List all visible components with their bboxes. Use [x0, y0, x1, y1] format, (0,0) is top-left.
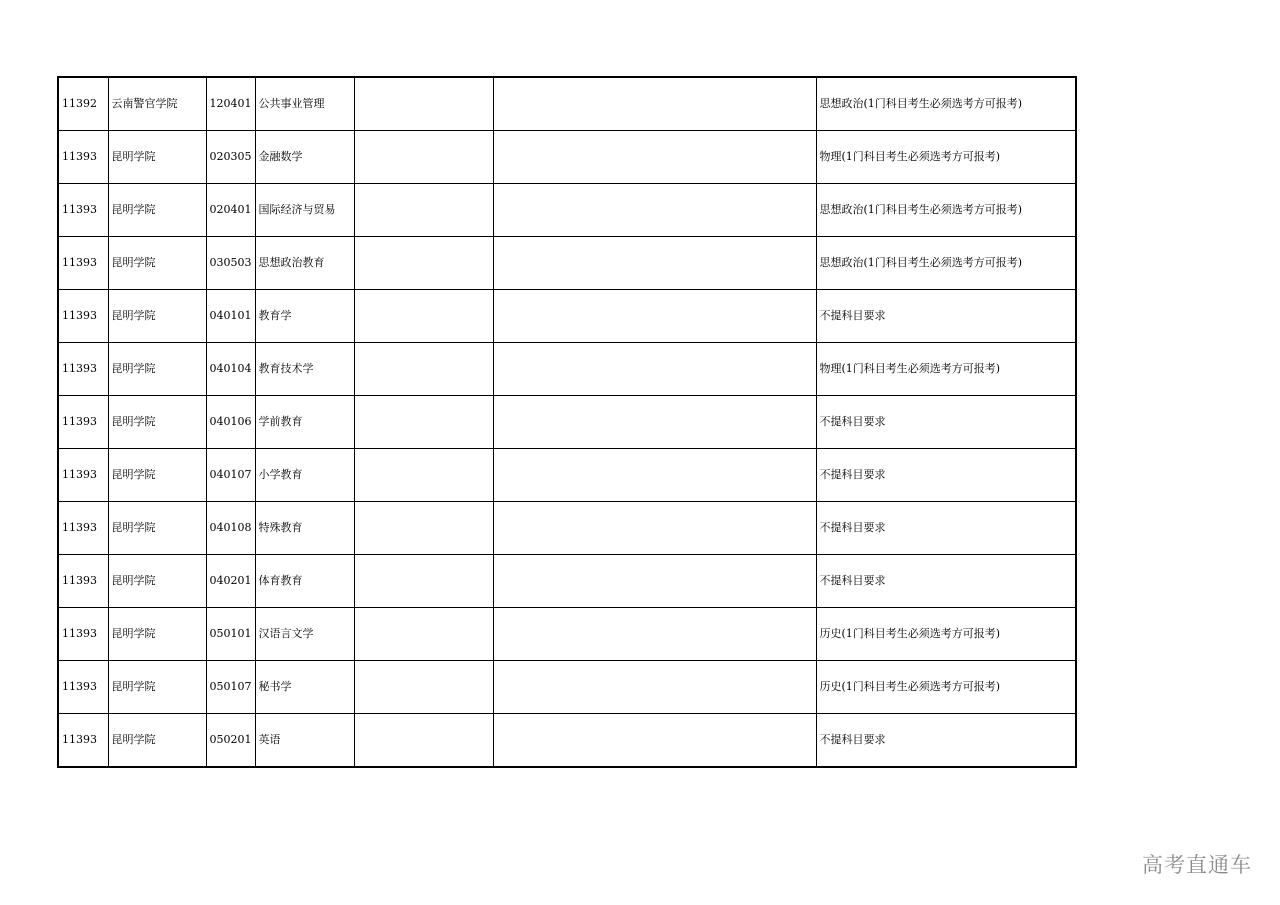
- major-code-cell: 020305: [206, 131, 255, 184]
- blank-cell-6: [493, 608, 816, 661]
- blank-cell-5: [354, 502, 493, 555]
- school-code-cell: 11393: [58, 608, 108, 661]
- subject-requirement-cell: 不提科目要求: [816, 555, 1076, 608]
- school-name-cell: 昆明学院: [108, 449, 206, 502]
- blank-cell-6: [493, 449, 816, 502]
- subject-requirement-cell: 不提科目要求: [816, 502, 1076, 555]
- major-code-cell: 050101: [206, 608, 255, 661]
- subject-requirement-cell: 不提科目要求: [816, 290, 1076, 343]
- major-name-cell: 公共事业管理: [255, 77, 354, 131]
- blank-cell-5: [354, 131, 493, 184]
- table-row: [58, 290, 1076, 343]
- subject-requirement-cell: 不提科目要求: [816, 449, 1076, 502]
- blank-cell-5: [354, 77, 493, 131]
- major-code-cell: 040108: [206, 502, 255, 555]
- school-name-cell: 昆明学院: [108, 343, 206, 396]
- table-row: [58, 608, 1076, 661]
- school-name-cell: 昆明学院: [108, 290, 206, 343]
- blank-cell-5: [354, 184, 493, 237]
- major-code-cell: 020401: [206, 184, 255, 237]
- blank-cell-6: [493, 343, 816, 396]
- school-code-cell: 11393: [58, 661, 108, 714]
- table-row: [58, 184, 1076, 237]
- major-name-cell: 教育技术学: [255, 343, 354, 396]
- watermark-text: 高考直通车: [1142, 853, 1252, 877]
- blank-cell-5: [354, 396, 493, 449]
- school-code-cell: 11393: [58, 343, 108, 396]
- blank-cell-5: [354, 237, 493, 290]
- major-name-cell: 特殊教育: [255, 502, 354, 555]
- blank-cell-5: [354, 555, 493, 608]
- school-code-cell: 11393: [58, 237, 108, 290]
- major-code-cell: 040107: [206, 449, 255, 502]
- school-code-cell: 11393: [58, 184, 108, 237]
- blank-cell-5: [354, 343, 493, 396]
- major-name-cell: 教育学: [255, 290, 354, 343]
- school-name-cell: 昆明学院: [108, 502, 206, 555]
- major-name-cell: 学前教育: [255, 396, 354, 449]
- school-code-cell: 11393: [58, 290, 108, 343]
- table-row: [58, 555, 1076, 608]
- subject-requirement-cell: 思想政治(1门科目考生必须选考方可报考): [816, 184, 1076, 237]
- school-code-cell: 11393: [58, 555, 108, 608]
- blank-cell-5: [354, 714, 493, 768]
- blank-cell-6: [493, 184, 816, 237]
- major-code-cell: 040106: [206, 396, 255, 449]
- blank-cell-6: [493, 714, 816, 768]
- blank-cell-5: [354, 661, 493, 714]
- blank-cell-5: [354, 290, 493, 343]
- school-name-cell: 昆明学院: [108, 608, 206, 661]
- subject-requirement-cell: 思想政治(1门科目考生必须选考方可报考): [816, 77, 1076, 131]
- table-row: [58, 237, 1076, 290]
- school-code-cell: 11393: [58, 396, 108, 449]
- major-code-cell: 040201: [206, 555, 255, 608]
- school-code-cell: 11393: [58, 502, 108, 555]
- table-row: [58, 343, 1076, 396]
- major-name-cell: 汉语言文学: [255, 608, 354, 661]
- major-code-cell: 120401: [206, 77, 255, 131]
- school-code-cell: 11393: [58, 449, 108, 502]
- major-name-cell: 英语: [255, 714, 354, 768]
- school-name-cell: 昆明学院: [108, 237, 206, 290]
- table-row: [58, 714, 1076, 768]
- school-name-cell: 昆明学院: [108, 555, 206, 608]
- school-code-cell: 11393: [58, 714, 108, 768]
- table-row: [58, 661, 1076, 714]
- blank-cell-6: [493, 502, 816, 555]
- blank-cell-6: [493, 661, 816, 714]
- school-name-cell: 云南警官学院: [108, 77, 206, 131]
- subject-requirement-cell: 不提科目要求: [816, 396, 1076, 449]
- blank-cell-6: [493, 131, 816, 184]
- major-code-cell: 050201: [206, 714, 255, 768]
- table-row: [58, 396, 1076, 449]
- school-name-cell: 昆明学院: [108, 714, 206, 768]
- blank-cell-6: [493, 555, 816, 608]
- blank-cell-6: [493, 396, 816, 449]
- subject-requirement-cell: 历史(1门科目考生必须选考方可报考): [816, 608, 1076, 661]
- table-row: [58, 449, 1076, 502]
- major-name-cell: 思想政治教育: [255, 237, 354, 290]
- major-name-cell: 小学教育: [255, 449, 354, 502]
- school-code-cell: 11392: [58, 77, 108, 131]
- major-name-cell: 体育教育: [255, 555, 354, 608]
- subject-requirement-cell: 历史(1门科目考生必须选考方可报考): [816, 661, 1076, 714]
- major-code-cell: 040101: [206, 290, 255, 343]
- school-name-cell: 昆明学院: [108, 396, 206, 449]
- table-row: [58, 131, 1076, 184]
- subject-requirements-table: [57, 76, 1077, 768]
- school-name-cell: 昆明学院: [108, 661, 206, 714]
- subject-requirement-cell: 物理(1门科目考生必须选考方可报考): [816, 131, 1076, 184]
- major-code-cell: 030503: [206, 237, 255, 290]
- subject-requirement-cell: 物理(1门科目考生必须选考方可报考): [816, 343, 1076, 396]
- blank-cell-6: [493, 237, 816, 290]
- major-code-cell: 040104: [206, 343, 255, 396]
- table-body: [58, 77, 1076, 767]
- school-name-cell: 昆明学院: [108, 184, 206, 237]
- table-row: [58, 502, 1076, 555]
- major-name-cell: 金融数学: [255, 131, 354, 184]
- major-code-cell: 050107: [206, 661, 255, 714]
- blank-cell-5: [354, 608, 493, 661]
- blank-cell-6: [493, 77, 816, 131]
- blank-cell-6: [493, 290, 816, 343]
- table-row: [58, 77, 1076, 131]
- school-name-cell: 昆明学院: [108, 131, 206, 184]
- school-code-cell: 11393: [58, 131, 108, 184]
- blank-cell-5: [354, 449, 493, 502]
- subject-requirement-cell: 思想政治(1门科目考生必须选考方可报考): [816, 237, 1076, 290]
- major-name-cell: 国际经济与贸易: [255, 184, 354, 237]
- major-name-cell: 秘书学: [255, 661, 354, 714]
- subject-requirement-cell: 不提科目要求: [816, 714, 1076, 768]
